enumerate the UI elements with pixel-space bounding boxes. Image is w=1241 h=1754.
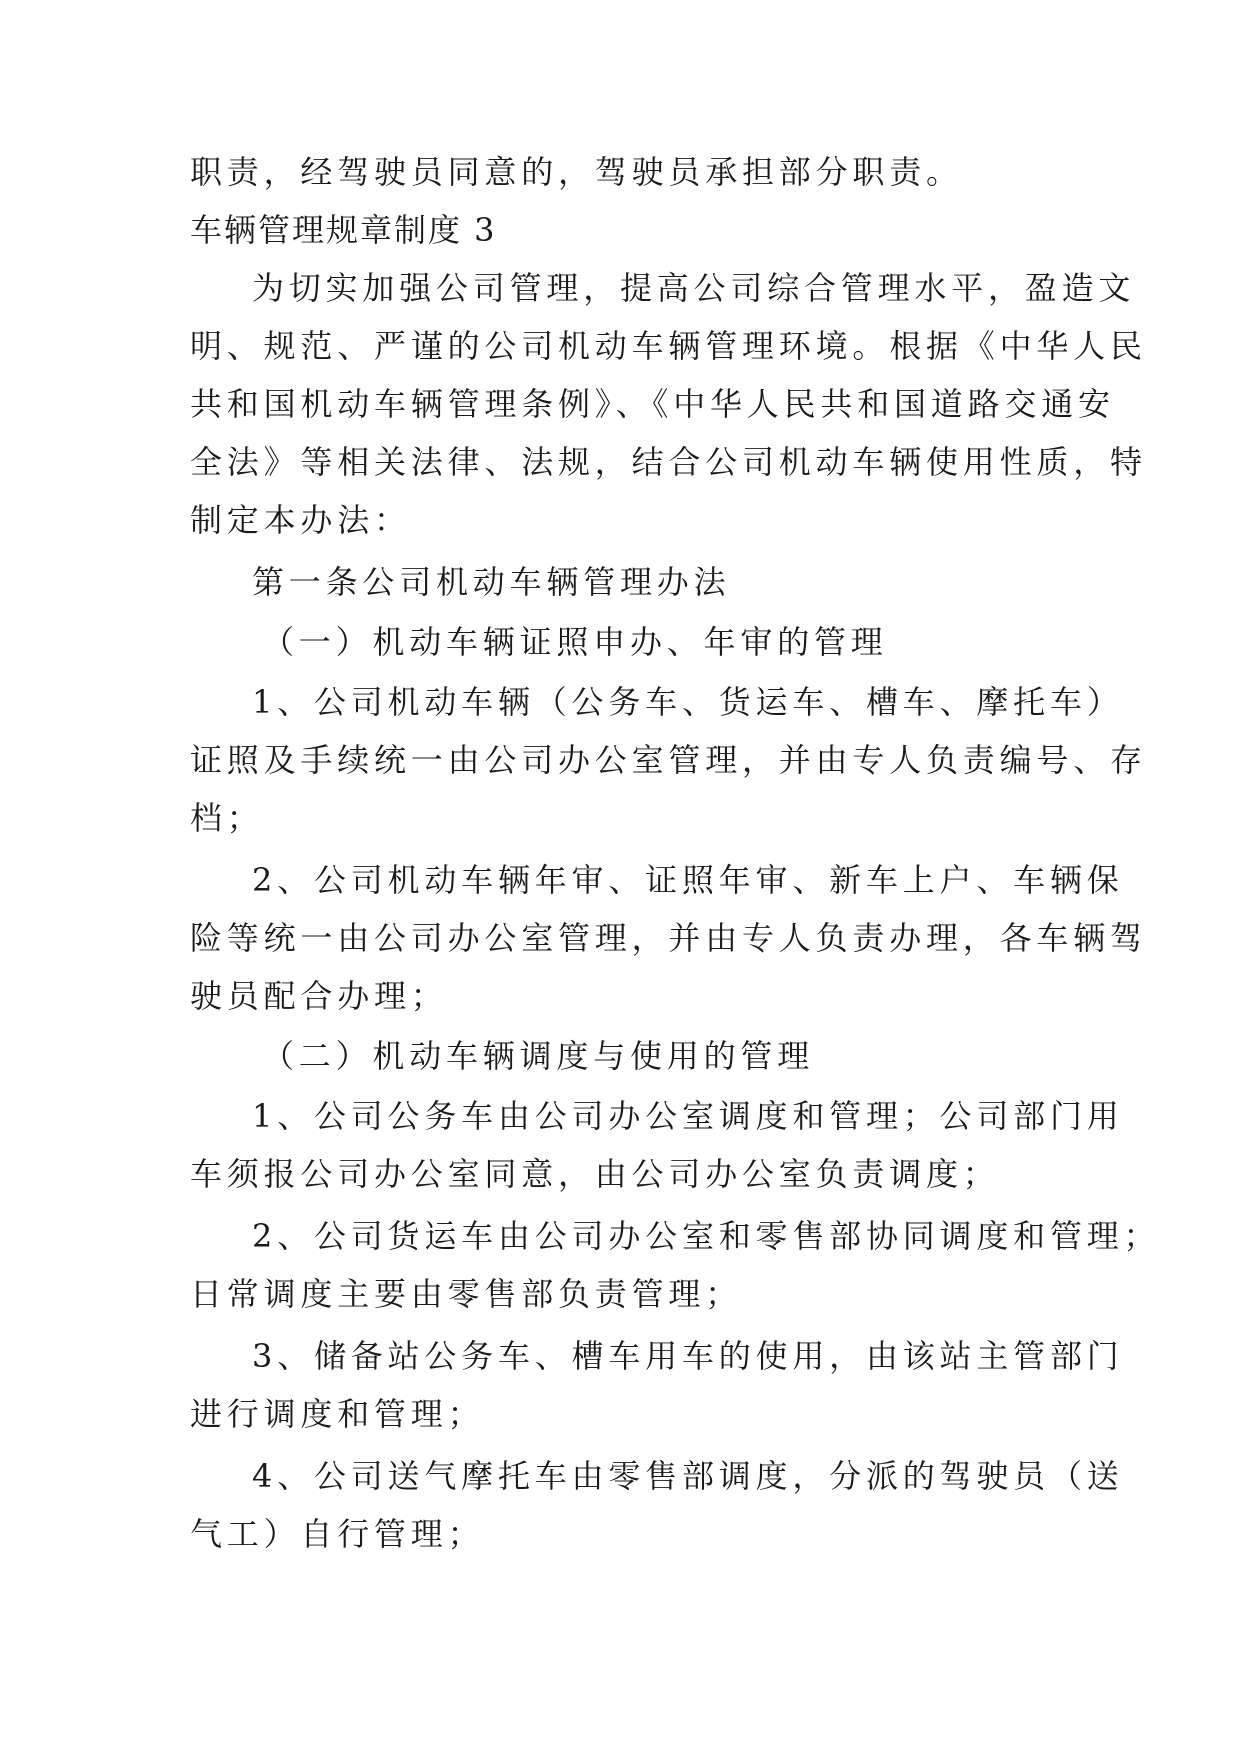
text-line: 日常调度主要由零售部负责管理； [190, 1275, 743, 1313]
text-line: 制定本办法： [190, 501, 411, 539]
text-line: 全法》等相关法律、法规，结合公司机动车辆使用性质，特 [190, 443, 1147, 481]
text-line: 3、储备站公务车、槽车用车的使用，由该站主管部门 [252, 1337, 1124, 1375]
subsection-heading: （一）机动车辆证照申办、年审的管理 [262, 623, 888, 661]
article-heading: 第一条公司机动车辆管理办法 [252, 563, 731, 601]
text-line: 职责，经驾驶员同意的，驾驶员承担部分职责。 [190, 153, 963, 191]
text-line: 驶员配合办理； [190, 977, 448, 1015]
text-line: 2、公司机动车辆年审、证照年审、新车上户、车辆保 [252, 861, 1124, 899]
text-line: 1、公司公务车由公司办公室调度和管理；公司部门用 [252, 1097, 1124, 1135]
text-line: 共和国机动车辆管理条例》、《中华人民共和国道路交通安 [190, 385, 1115, 423]
section-heading: 车辆管理规章制度 3 [190, 211, 497, 249]
text-line: 进行调度和管理； [190, 1395, 485, 1433]
text-line: 证照及手续统一由公司办公室管理，并由专人负责编号、存 [190, 741, 1147, 779]
text-line: 2、公司货运车由公司办公室和零售部协同调度和管理； [252, 1217, 1161, 1255]
text-line: 1、公司机动车辆（公务车、货运车、槽车、摩托车） [252, 683, 1124, 721]
text-line: 气工）自行管理； [190, 1515, 485, 1553]
text-line: 档； [190, 799, 264, 837]
text-line: 明、规范、严谨的公司机动车辆管理环境。根据《中华人民 [190, 327, 1147, 365]
subsection-heading: （二）机动车辆调度与使用的管理 [262, 1037, 815, 1075]
text-line: 车须报公司办公室同意，由公司办公室负责调度； [190, 1155, 1000, 1193]
text-line: 4、公司送气摩托车由零售部调度，分派的驾驶员（送 [252, 1457, 1124, 1495]
text-line: 险等统一由公司办公室管理，并由专人负责办理，各车辆驾 [190, 919, 1147, 957]
text-line: 为切实加强公司管理，提高公司综合管理水平，盈造文 [252, 269, 1136, 307]
